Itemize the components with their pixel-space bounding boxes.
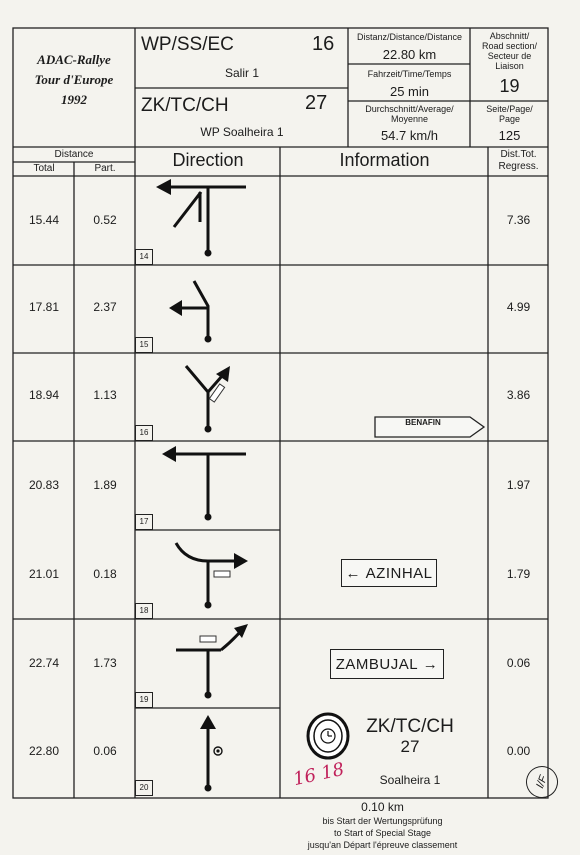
total-distance: 22.74 — [28, 656, 60, 670]
control-name: WP Soalheira 1 — [200, 125, 284, 139]
handwritten-note: 16 18 — [291, 758, 347, 791]
end-control-number: 27 — [400, 737, 420, 756]
footer-text — [280, 815, 485, 851]
section-label-line: Secteur de — [487, 51, 532, 61]
stage-name: Salir 1 — [224, 66, 259, 80]
page-value: 125 — [498, 128, 521, 143]
footer-distance: 0.10 km — [361, 800, 404, 814]
footer-line: bis Start der Wertungsprüfung — [322, 816, 443, 826]
total-distance: 15.44 — [28, 213, 60, 227]
tulip-diagram — [136, 442, 280, 530]
partial-distance: 0.52 — [93, 213, 117, 227]
regress-header-line: Regress. — [498, 161, 539, 172]
stamp: I/F — [521, 761, 562, 802]
distance-label: Distanz/Distance/Distance — [356, 32, 463, 42]
regress-header — [489, 149, 548, 173]
footer-line: jusqu'an Départ l'épreuve classement — [307, 840, 458, 850]
average-label-line: Moyenne — [390, 114, 429, 124]
partial-distance: 1.73 — [93, 656, 117, 670]
regress-distance: 0.00 — [506, 744, 531, 758]
time-control-clock-icon — [305, 711, 351, 761]
page-label-line: Page — [498, 114, 521, 124]
end-control-code: ZK/TC/CH — [366, 716, 454, 737]
tulip-diagram — [136, 709, 280, 798]
row-number: 14 — [135, 249, 153, 265]
partial-distance: 1.13 — [93, 388, 117, 402]
section-label-line: Road section/ — [481, 41, 538, 51]
section-value: 19 — [499, 76, 520, 96]
total-distance: 22.80 — [28, 744, 60, 758]
time-value: 25 min — [389, 84, 430, 99]
regress-distance: 0.06 — [506, 656, 531, 670]
stage-number: 16 — [312, 33, 335, 55]
partial-distance: 0.06 — [93, 744, 117, 758]
rally-name-line: 1992 — [61, 92, 87, 107]
partial-header: Part. — [94, 163, 116, 174]
distance-value: 22.80 km — [382, 47, 437, 62]
average-label — [349, 104, 470, 124]
regress-distance: 4.99 — [506, 300, 531, 314]
stage-code: WP/SS/EC — [141, 34, 234, 55]
row-number: 17 — [135, 514, 153, 530]
direction-header: Direction — [172, 150, 244, 170]
average-value: 54.7 km/h — [380, 128, 439, 143]
partial-distance: 0.18 — [93, 567, 117, 581]
total-distance: 17.81 — [28, 300, 60, 314]
rally-name-line: Tour d'Europe — [34, 72, 114, 87]
total-distance: 21.01 — [28, 567, 60, 581]
tulip-diagram — [136, 266, 280, 353]
arrow-right-icon: → — [422, 655, 439, 673]
arrow-left-icon: ← — [345, 564, 361, 582]
tulip-diagram — [136, 354, 280, 441]
direction-sign-right — [330, 649, 444, 679]
section-label-line: Liaison — [495, 61, 524, 71]
page-label-line: Seite/Page/ — [486, 104, 533, 114]
control-code: ZK/TC/CH — [141, 95, 229, 116]
regress-distance: 1.97 — [506, 478, 531, 492]
row-number: 15 — [135, 337, 153, 353]
total-distance: 20.83 — [28, 478, 60, 492]
regress-distance: 3.86 — [506, 388, 531, 402]
tulip-diagram — [136, 620, 280, 708]
row-number: 16 — [135, 425, 153, 441]
average-label-line: Durchschnitt/Average/ — [365, 104, 454, 114]
end-control-name: Soalheira 1 — [379, 773, 441, 787]
direction-sign-left — [341, 559, 437, 587]
row-number: 20 — [135, 780, 153, 796]
tulip-diagram — [136, 531, 280, 619]
rally-name — [14, 50, 134, 110]
sign-text: BENAFIN — [405, 418, 441, 427]
total-distance: 18.94 — [28, 388, 60, 402]
rally-name-line: ADAC-Rallye — [37, 52, 111, 67]
partial-distance: 1.89 — [93, 478, 117, 492]
row-number: 19 — [135, 692, 153, 708]
regress-distance: 7.36 — [506, 213, 531, 227]
total-header: Total — [33, 163, 55, 174]
section-label-line: Abschnitt/ — [489, 31, 530, 41]
time-label: Fahrzeit/Time/Temps — [367, 69, 452, 79]
footer-line: to Start of Special Stage — [333, 828, 432, 838]
regress-header-line: Dist.Tot. — [500, 149, 537, 160]
sign-text: ZAMBUJAL — [335, 655, 419, 673]
sign-text: AZINHAL — [365, 564, 433, 582]
control-number: 27 — [305, 92, 328, 114]
tulip-diagram — [136, 177, 280, 265]
information-header: Information — [339, 150, 430, 170]
partial-distance: 2.37 — [93, 300, 117, 314]
regress-distance: 1.79 — [506, 567, 531, 581]
row-number: 18 — [135, 603, 153, 619]
distance-header: Distance — [54, 149, 94, 160]
section-label — [471, 31, 548, 71]
page-label — [471, 104, 548, 124]
